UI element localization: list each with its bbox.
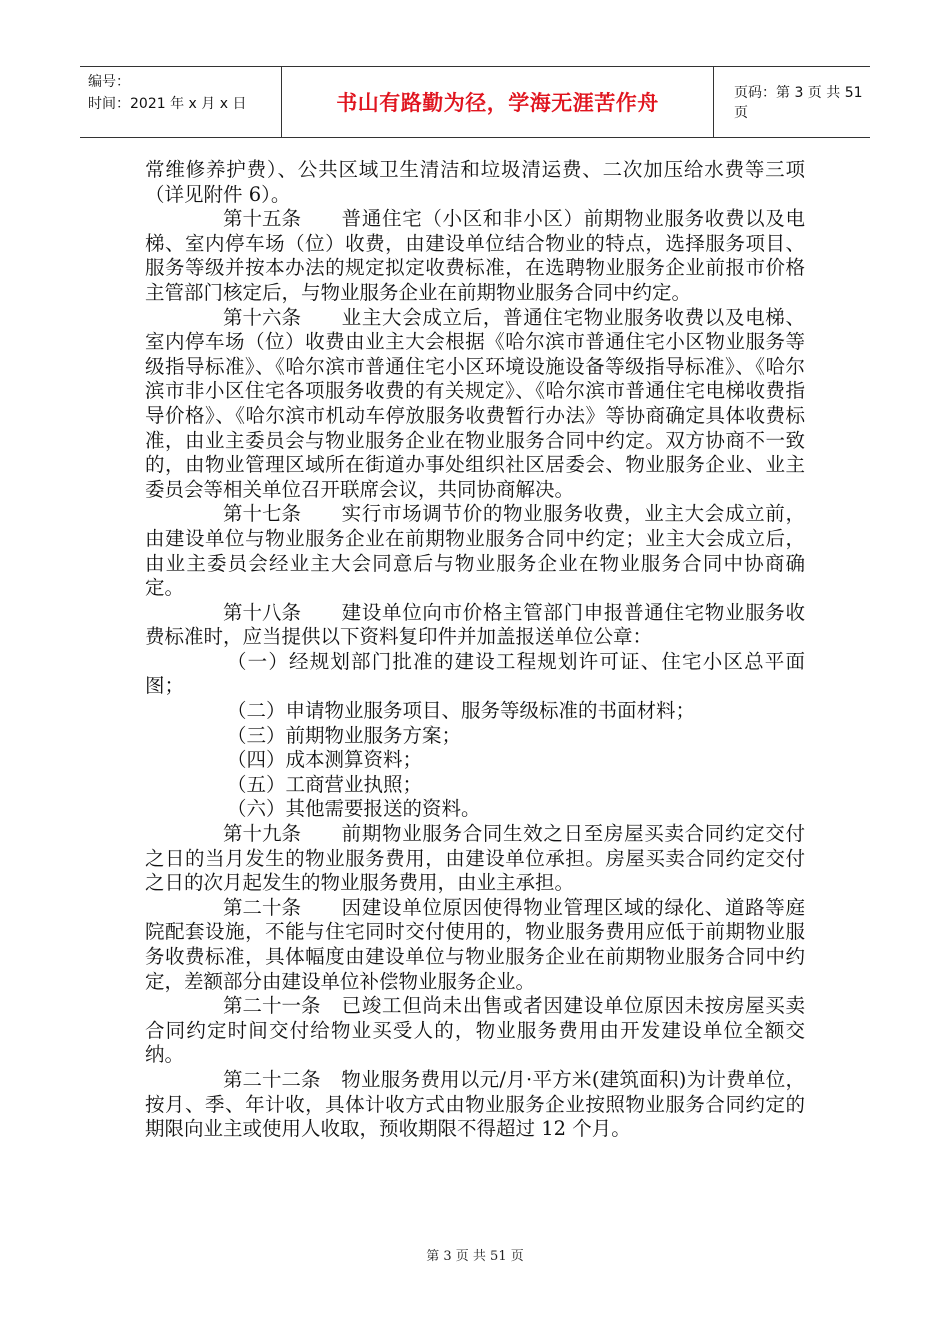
- paragraph-continuation: 常维修养护费）、公共区域卫生清洁和垃圾清运费、二次加压给水费等三项（详见附件 6）。: [145, 158, 805, 206]
- page-footer: 第 3 页 共 51 页: [426, 1249, 524, 1264]
- list-item: （五）工商营业执照；: [227, 772, 423, 796]
- header-motto-cell: [282, 67, 714, 137]
- article-text: 物业服务费用以元/月·平方米(建筑面积)为计费单位，按月、季、年计收，具体计收方式由物业服务企业按照物业服务合同约定的期限向业主或使用人收取，预收期限不得超过 12 个月。: [145, 1067, 805, 1141]
- article-heading: 第二十条: [223, 895, 302, 919]
- header-page-info-cell: [714, 67, 870, 137]
- article-16: [145, 306, 805, 503]
- document-number-label: 编号：: [88, 74, 130, 90]
- article-text: 实行市场调节价的物业服务收费，业主大会成立前，由建设单位与物业服务企业在前期物业服务合同中约定；业主大会成立后，由业主委员会经业主大会同意后与物业服务企业在物业服务合同中协商确定。: [145, 502, 805, 600]
- article-21: [145, 994, 805, 1068]
- header-meta: [80, 67, 282, 137]
- list-item: （六）其他需要报送的资料。: [227, 797, 481, 821]
- list-item: （四）成本测算资料；: [227, 748, 423, 772]
- article-15: [145, 207, 805, 305]
- article-heading: 第十七条: [223, 502, 302, 526]
- article-text: 普通住宅（小区和非小区）前期物业服务收费以及电梯、室内停车场（位）收费，由建设单位结合物业的特点，选择服务项目、服务等级并按本办法的规定拟定收费标准，在选聘物业服务企业前报市价格主管部门核定后，与物业服务企业在前期物业服务合同中约定。: [145, 207, 805, 304]
- article-17: [145, 502, 805, 600]
- article-19: [145, 822, 805, 896]
- document-body: [145, 158, 805, 1142]
- article-text: 因建设单位原因使得物业管理区域的绿化、道路等庭院配套设施，不能与住宅同时交付使用的，物业服务费用应低于前期物业服务收费标准，具体幅度由建设单位与物业服务企业在前期物业服务合同中约定，差额部分由建设单位补偿物业服务企业。: [145, 895, 805, 993]
- page-header: [80, 66, 870, 138]
- article-text: 建设单位向市价格主管部门申报普通住宅物业服务收费标准时，应当提供以下资料复印件并加盖报送单位公章：: [145, 600, 805, 649]
- article-20: [145, 896, 805, 994]
- article-text: 前期物业服务合同生效之日至房屋买卖合同约定交付之日的当月发生的物业服务费用，由建设单位承担。房屋买卖合同约定交付之日的次月起发生的物业服务费用，由业主承担。: [145, 822, 805, 895]
- header-motto: 书山有路勤为径，学海无涯苦作舟: [336, 91, 659, 115]
- article-22: [145, 1068, 805, 1142]
- article-heading: 第十九条: [223, 822, 302, 846]
- article-heading: 第十六条: [223, 305, 302, 329]
- article-heading: 第二十二条: [223, 1067, 321, 1091]
- article-heading: 第二十一条: [223, 994, 321, 1018]
- list-item: （三）前期物业服务方案；: [227, 723, 462, 747]
- document-time-label: 时间：2021 年 x 月 x 日: [88, 96, 247, 112]
- article-text: 已竣工但尚未出售或者因建设单位原因未按房屋买卖合同约定时间交付给物业买受人的，物业服务费用由开发建设单位全额交纳。: [145, 994, 805, 1067]
- article-heading: 第十八条: [223, 600, 302, 624]
- article-18: [145, 601, 805, 650]
- list-item: （一）经规划部门批准的建设工程规划许可证、住宅小区总平面图；: [145, 649, 805, 698]
- header-page-info: 页码：第 3 页 共 51 页: [734, 85, 863, 121]
- article-heading: 第十五条: [223, 207, 302, 231]
- list-item: （二）申请物业服务项目、服务等级标准的书面材料；: [227, 699, 696, 723]
- article-text: 业主大会成立后，普通住宅物业服务收费以及电梯、室内停车场（位）收费由业主大会根据《哈尔滨市普通住宅小区物业服务等级指导标准》、《哈尔滨市普通住宅小区环境设施设备等级指导标准》、《哈尔滨市非小区住宅各项服务收费的有关规定》、《哈尔滨市普通住宅电梯收费指导价格》、《哈尔滨市机动车停放服务收费暂行办法》等协商确定具体收费标准，由业主委员会与物业服务企业在物业服务合同中约定。双方协商不一致的，由物业管理区域所在街道办事处组织社区居委会、物业服务企业、业主委员会等相关单位召开联席会议，共同协商解决。: [145, 305, 805, 501]
